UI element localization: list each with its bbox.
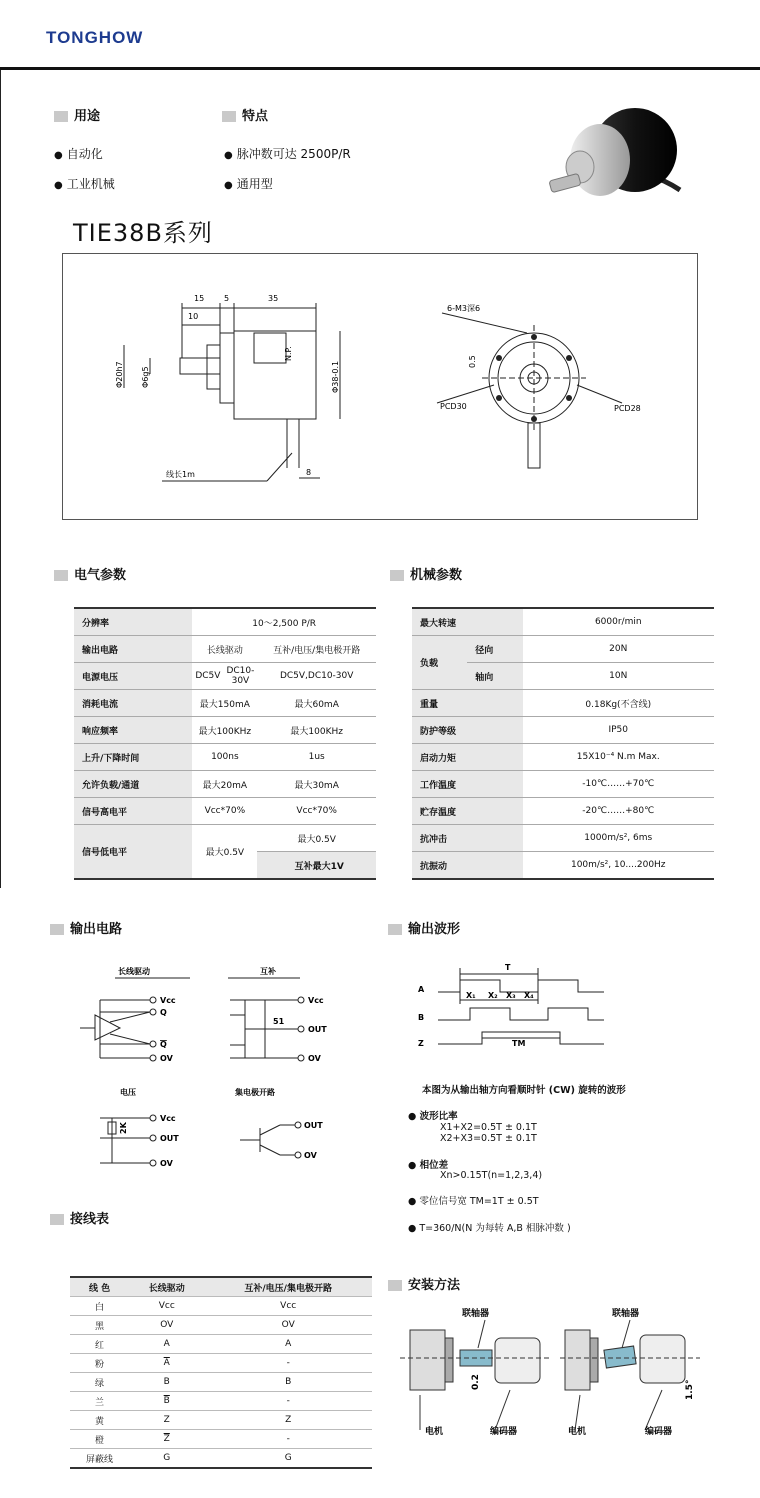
coupler-label: 联轴器 — [612, 1309, 640, 1319]
motor-label: 电机 — [568, 1427, 587, 1437]
svg-text:X₁: X₁ — [466, 991, 476, 1000]
svg-text:Vcc: Vcc — [160, 996, 176, 1005]
feature-item: ● 脉冲数可达 2500P/R — [224, 145, 351, 162]
dim-phi20: Φ20h7 — [115, 361, 124, 388]
table-row: 黑 OV OV — [70, 1316, 372, 1335]
pcd30-label: PCD30 — [440, 402, 467, 411]
cable-length: 线长1m — [166, 470, 195, 479]
svg-text:B: B — [418, 1013, 425, 1022]
svg-text:OV: OV — [308, 1054, 321, 1063]
svg-text:Vcc: Vcc — [160, 1114, 176, 1123]
svg-text:Q: Q — [160, 1040, 167, 1049]
svg-text:Vcc: Vcc — [308, 996, 324, 1005]
table-row: 白 Vcc Vcc — [70, 1297, 372, 1316]
usage-item: ● 自动化 — [54, 145, 103, 162]
mechanical-heading: 机械参数 — [390, 564, 462, 583]
install-heading: 安装方法 — [388, 1274, 460, 1293]
table-row: 红 A A — [70, 1335, 372, 1354]
svg-text:51: 51 — [273, 1017, 285, 1026]
section-marker-icon — [50, 924, 64, 935]
open-collector-label: 集电极开路 — [235, 1088, 275, 1097]
ratio-title: ● 波形比率 — [408, 1111, 458, 1122]
usage-item: ● 工业机械 — [54, 175, 115, 192]
svg-text:T: T — [505, 963, 511, 972]
table-row: 绿 B B — [70, 1373, 372, 1392]
svg-text:X₂: X₂ — [488, 991, 498, 1000]
brand-logo: TONGHOW — [46, 28, 144, 47]
dim-8: 8 — [306, 468, 312, 477]
svg-text:2K: 2K — [119, 1122, 128, 1134]
install-diagram — [400, 1300, 720, 1440]
circuit-diagrams — [70, 960, 370, 1180]
pcd28-label: PCD28 — [614, 404, 641, 413]
left-rule — [0, 70, 1, 888]
table-row: 橙 $\overline{Z}$ - — [70, 1430, 372, 1449]
circuit-heading: 输出电路 — [50, 918, 122, 937]
svg-text:OUT: OUT — [308, 1025, 327, 1034]
electrical-heading: 电气参数 — [54, 564, 126, 583]
waveform-diagram — [400, 958, 620, 1058]
coupler-label: 联轴器 — [462, 1309, 490, 1319]
wiring-heading: 接线表 — [50, 1208, 109, 1227]
table-row: 屏蔽线 G G — [70, 1449, 372, 1469]
electrical-table: 分辨率 10～2,500 P/R 输出电路 长线驱动 互补/电压/集电极开路 电源电压 DC5V DC10-30V DC5V,DC10-30V 消耗电流 最大150mA 最大60mA 响应频率 最大100KHz 最大100KHz 上升/下降时间 100ns 1us 允许负载/通道 最大20mA 最大30mA 信号高电平 Vcc*70% Vcc*70% 信号低电平 最大0.5V 最大0.5V 互补最大1V — [74, 607, 376, 880]
section-marker-icon — [54, 570, 68, 581]
svg-text:X₃: X₃ — [506, 991, 516, 1000]
svg-text:Z: Z — [418, 1039, 424, 1048]
dim-15: 15 — [194, 294, 205, 303]
dim-0-5: 0.5 — [468, 355, 477, 368]
waveform-description: 本图为从输出轴方向看顺时针 (CW) 旋转的波形 — [422, 1085, 626, 1096]
svg-text:OV: OV — [304, 1151, 317, 1160]
mechanical-table: 最大转速 6000r/min 负载 径向 20N 轴向 10N 重量 0.18Kg(不含线) 防护等级 IP50 启动力矩 15X10⁻⁴ N.m Max. 工作温度 -10℃……+70℃ 贮存温度 -20℃……+80℃ 抗冲击 1000m/s², 6ms 抗振动 100m/s², 10....200Hz — [412, 607, 714, 880]
usage-heading: 用途 — [54, 105, 100, 124]
np-mark: N.P. — [284, 346, 293, 361]
section-marker-icon — [222, 111, 236, 122]
phase-title: ● 相位差 — [408, 1160, 449, 1171]
section-marker-icon — [50, 1214, 64, 1225]
feature-heading: 特点 — [222, 105, 268, 124]
motor-label: 电机 — [425, 1427, 444, 1437]
feature-item: ● 通用型 — [224, 175, 273, 192]
pulse-formula-note: ● T=360/N(N 为每转 A,B 相脉冲数 ) — [408, 1223, 571, 1234]
dim-phi6: Φ6g5 — [141, 366, 150, 388]
svg-text:OUT: OUT — [304, 1121, 323, 1130]
line-driver-label: 长线驱动 — [118, 967, 150, 976]
dim-10: 10 — [188, 312, 199, 321]
table-row: 粉 $\overline{A}$ - — [70, 1354, 372, 1373]
svg-text:TM: TM — [512, 1039, 526, 1048]
table-row: 兰 $\overline{B}$ - — [70, 1392, 372, 1411]
svg-text:OUT: OUT — [160, 1134, 179, 1143]
ratio-line-1: X1+X2=0.5T ± 0.1T — [440, 1122, 537, 1133]
ratio-line-2: X2+X3=0.5T ± 0.1T — [440, 1133, 537, 1144]
section-marker-icon — [388, 1280, 402, 1291]
dim-35: 35 — [268, 294, 279, 303]
encoder-photo — [540, 95, 700, 215]
svg-text:OV: OV — [160, 1159, 173, 1168]
section-marker-icon — [54, 111, 68, 122]
wiring-table: 线 色 长线驱动 互补/电压/集电极开路 白 Vcc Vcc 黑 OV OV 红 A A 粉 $\overline{A}$ - 绿 B B 兰 $\overline{B}$ - 黄 Z Z 橙 $\overline{Z}$ - 屏蔽线 G G — [70, 1276, 372, 1469]
voltage-label: 电压 — [120, 1088, 136, 1097]
svg-text:Q: Q — [160, 1008, 167, 1017]
complementary-label: 互补 — [260, 967, 276, 976]
section-marker-icon — [390, 570, 404, 581]
dim-phi38: Φ38-0.1 — [331, 360, 340, 393]
offset-label: 0.2 — [471, 1374, 481, 1390]
waveform-heading: 输出波形 — [388, 918, 460, 937]
encoder-label: 编码器 — [490, 1427, 518, 1437]
encoder-label: 编码器 — [645, 1427, 673, 1437]
svg-text:A: A — [418, 985, 425, 994]
section-marker-icon — [388, 924, 402, 935]
svg-text:OV: OV — [160, 1054, 173, 1063]
header-rule — [0, 67, 760, 70]
angle-label: 1.5° — [685, 1379, 695, 1400]
thread-spec: 6-M3深6 — [447, 304, 481, 313]
svg-text:X₄: X₄ — [524, 991, 534, 1000]
dimension-drawing — [62, 253, 698, 520]
series-title: TIE38B系列 — [73, 219, 213, 247]
dim-5: 5 — [224, 294, 230, 303]
table-row: 黄 Z Z — [70, 1411, 372, 1430]
zero-signal-note: ● 零位信号宽 TM=1T ± 0.5T — [408, 1196, 539, 1207]
phase-line: Xn>0.15T(n=1,2,3,4) — [440, 1170, 543, 1181]
